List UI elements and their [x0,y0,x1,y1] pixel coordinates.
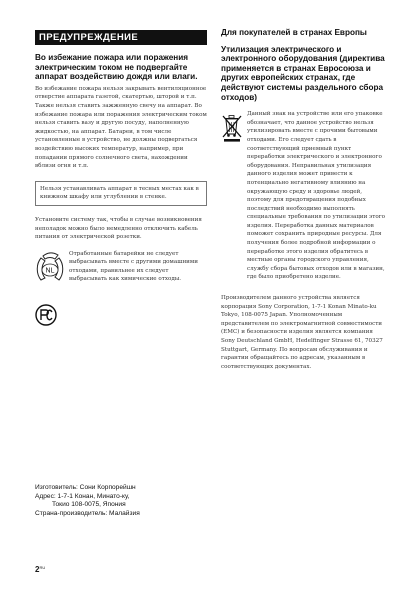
power-plug-paragraph: Установите систему так, чтобы в случае возникновения неполадок можно было немедленно отключить кабель питания от электрической розетки. [35,216,202,241]
page-language: RU [39,565,46,570]
warning-heading: Во избежание пожара или поражения электрическим током не подвергайте аппарат воздействию дождя или влаги. [35,53,198,82]
battery-disposal-row [35,250,207,286]
eu-customers-heading: Для покупателей в странах Европы [221,28,367,37]
manufacturer-block [35,484,215,518]
right-column [221,28,387,371]
manufacturer-line-1: Изготовитель: Сони Корпорейшн [35,484,136,491]
manufacturer-line-3: Токио 108-0075, Япония [52,501,126,509]
page-number [35,565,45,574]
eu-manufacturer-paragraph: Производителем данного устройства является корпорация Sony Corporation, 1-7-1 Konan Minato-ku Tokyo, 108-0075 Japan. Уполномоченным представителем по электромагнитной совместимости (EMC) и безопасности изделия является компания Sony Deutschland GmbH, Hedelfinger Strasse 61, 70327 Stuttgart, Germany. По вопросам обслуживания и гарантии обращайтесь по адресам, указанным в соответствующих документах. [221,295,383,370]
weee-paragraph: Данный знак на устройстве или его упаковке обозначает, что данное устройство нельзя утилизировать вместе с прочими бытовыми отходами. Его следует сдать в соответствующий приемный пункт переработки электрического и электронного оборудования. Неправильная утилизация данного изделия может привести к потенциально негативному влиянию на окружающую среду и здоровье людей, поэтому для предотвращения подобных последствий необходимо выполнять специальные требования по утилизации этого изделия. Переработка данных материалов поможет сохранить природные ресурсы. Для получения более подробной информации о переработке этого изделия обратитесь в местные органы городского управления, службу сбора бытовых отходов или в магазин, где было приобретено изделие. [247,111,386,281]
warning-header: ПРЕДУПРЕЖДЕНИЕ [35,30,207,45]
warning-paragraph: Во избежание пожара нельзя закрывать вентиляционное отверстие аппарата газетой, скатертью, шторой и т.п. Также нельзя ставить зажженную свечу на аппарат. Во избежание пожара или поражения электрическим током нельзя ставить вазу и другую посуду, наполненную жидкостью, на аппарат. Батареи, в том числе установленные в устройство, не должны подвергаться воздействию высоких температур, например, при попадании прямого солнечного света, нахождении вблизи огня и т.п. [35,85,207,170]
battery-disposal-text: Отработанные батарейки не следует выбрасывать вместе с другими домашними отходами, правильнее их следует выбрасывать как химические отходы. [69,250,198,283]
battery-recycle-icon [35,250,65,286]
battery-icon-label: NL [45,267,55,275]
left-column [35,30,207,330]
manufacturer-line-4: Страна-производитель: Малайзия [35,509,140,517]
installation-notice-text: Нельзя устанавливать аппарат в тесных местах как в книжном шкафу или углублении в стенке. [40,185,199,201]
crossed-bin-icon [221,112,243,142]
page-number-value: 2 [35,565,40,574]
manufacturer-line-2: Адрес: 1-7-1 Конан, Минато-ку, [35,492,130,500]
weee-row [221,110,387,282]
installation-notice-box [35,181,207,206]
pct-certification-icon [35,304,57,326]
weee-heading: Утилизация электрического и электронного оборудования (директива применяется в странах Евросоюза и других европейских странах, где действуют системы раздельного сбора отходов) [221,44,385,102]
